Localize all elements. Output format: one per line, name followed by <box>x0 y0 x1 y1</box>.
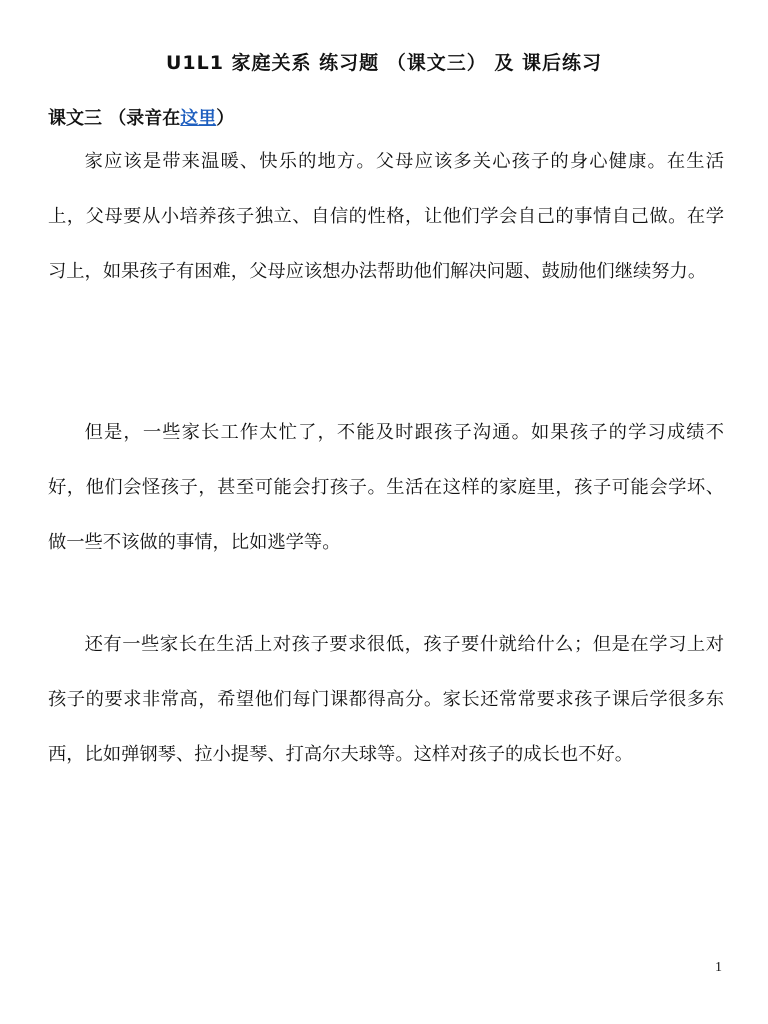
section-heading <box>48 104 234 130</box>
recording-link[interactable]: 这里 <box>180 108 217 129</box>
paragraph-2: 但是，一些家长工作太忙了，不能及时跟孩子沟通。如果孩子的学习成绩不好，他们会怪孩子，甚至可能会打孩子。生活在这样的家庭里，孩子可能会学坏、做一些不该做的事情，比如逃学等。 <box>48 422 724 553</box>
page-number: 1 <box>715 960 722 975</box>
paragraph-1: 家应该是带来温暖、快乐的地方。父母应该多关心孩子的身心健康。在生活上，父母要从小培养孩子独立、自信的性格，让他们学会自己的事情自己做。在学习上，如果孩子有困难，父母应该想办法帮助他们解决问题、鼓励他们继续努力。 <box>48 151 724 282</box>
paragraph-3: 还有一些家长在生活上对孩子要求很低，孩子要什就给什么；但是在学习上对孩子的要求非常高，希望他们每门课都得高分。家长还常常要求孩子课后学很多东西，比如弹钢琴、拉小提琴、打高尔夫球等。这样对孩子的成长也不好。 <box>48 634 724 765</box>
section-label: 课文三 （录音在 <box>48 108 181 129</box>
section-label-end: ） <box>216 108 235 129</box>
page-title: U1L1 家庭关系 练习题 （课文三） 及 课后练习 <box>165 52 603 74</box>
